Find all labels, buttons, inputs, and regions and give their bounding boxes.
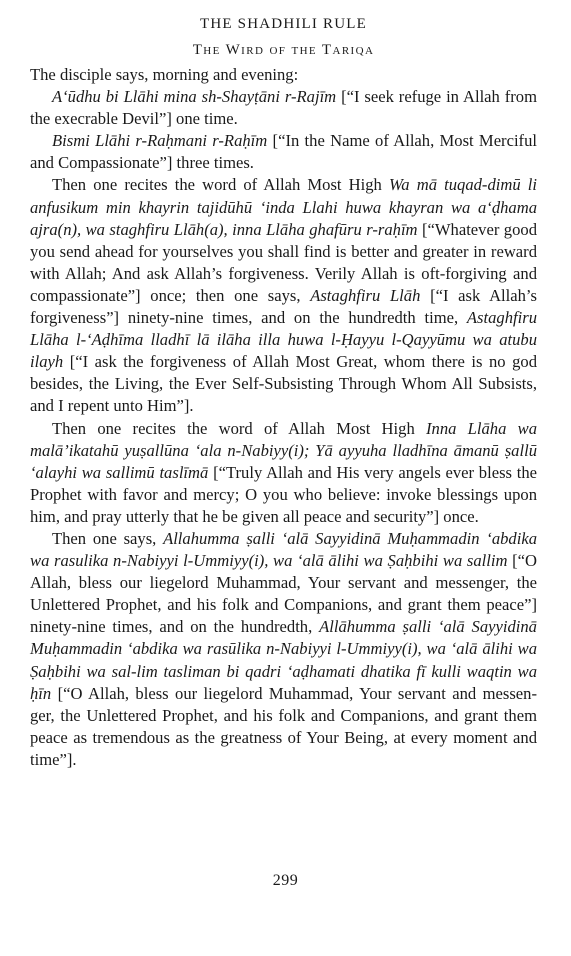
transliteration-run: Astaghfiru Llāha l-‘Aḍhīma lladhī lā ilāha illa huwa l-Ḥayyu l-Qayyūmu wa atubu ilayh <box>30 308 537 372</box>
text-run: [“Truly Allah and His very angels ever bless the Prophet with favor and mercy; O you who believe: invoke blessings upon him, and pray utterly that he be given all peace and security”] once. <box>30 462 538 526</box>
text-run: [“O Allah, bless our liegelord Muhammad, Your servant and messen-ger, the Unlettered Prophet, and his folk and Companions, and grant them peace as tremendous as the greatness of Your Being, at every moment and time”]. <box>30 683 537 769</box>
paragraph-salawat <box>30 528 537 771</box>
running-head: THE SHADHILI RULE <box>199 16 368 32</box>
text-run: Then one says, <box>52 528 164 548</box>
paragraph-salawat-verse <box>30 418 537 528</box>
body-text <box>30 64 537 771</box>
transliteration-run: A‘ūdhu bi Llāhi mina sh-Shayṭāni r-Rajīm <box>52 87 337 107</box>
transliteration-run: Allahumma ṣalli ‘alā Sayyidinā Muḥammadin ‘abdika wa rasulika n-Nabiyyi l-Ummiyy(i), wa ‘alā ālihi wa Ṣaḥbihi wa sallim <box>30 528 537 571</box>
chapter-title: The Wird of the Tariqa <box>192 42 375 58</box>
paragraph-basmala <box>30 130 537 174</box>
transliteration-run: Allāhumma ṣalli ‘alā Sayyidinā Muḥammadin ‘abdika wa rasūlika n-Nabiyyi l-Ummiyy(i), wa ‘alā ālihi wa Ṣaḥbihi wa sal-lim tasliman bi qadri ‘aḍhamati dhatika fī kulli waqtin wa ḥīn <box>30 617 537 703</box>
text-run: [“I ask Allah’s forgiveness”] ninety-nine times, and on the hundredth time, <box>30 285 537 328</box>
text-run: Then one recites the word of Allah Most High <box>52 175 389 195</box>
paragraph-istighfar <box>30 174 537 417</box>
text-run: [“I ask the forgiveness of Allah Most Great, whom there is no god besides, the Living, the Ever Self-Subsisting Through Whom All Subsists, and I repent unto Him”]. <box>30 352 537 416</box>
text-run: [“Whatever good you send ahead for yourselves you shall find is better and greater in reward with Allah; And ask Allah’s forgiveness. Verily Allah is oft-forgiving and compassionate”] once; then one says, <box>30 219 537 305</box>
paragraph-intro <box>30 64 537 86</box>
text-run: [“O Allah, bless our liegelord Muhammad, Your servant and messenger, the Unlettered Prophet, and his folk and Companions, and grant them peace”] ninety-nine times, and on the hundredth, <box>30 551 537 637</box>
transliteration-run: Bismi Llāhi r-Raḥmani r-Raḥīm <box>52 131 268 151</box>
text-run: [“In the Name of Allah, Most Merciful and Compassionate”] three times. <box>30 131 537 173</box>
transliteration-run: Astaghfiru Llāh <box>310 285 421 305</box>
text-run: [“I seek refuge in Allah from the execrable Devil”] one time. <box>30 87 538 129</box>
paragraph-taawwudh <box>30 86 537 130</box>
transliteration-run: Inna Llāha wa malā’ikatahū yuṣallūna ‘ala n-Nabiyy(i); Yā ayyuha lladhīna āmanū ṣallū ‘alayhi wa sallimū taslīmā <box>30 418 537 482</box>
transliteration-run: Wa mā tuqad-dimū li anfusikum min khayrin tajidūhū ‘inda Llahi huwa khayran wa a‘ḍhama ajra(n), wa staghfiru Llāh(a), inna Llāha ghafūru r-raḥīm <box>30 175 537 239</box>
page-number: 299 <box>272 872 299 889</box>
text-run: Then one recites the word of Allah Most High <box>52 418 426 438</box>
text-run: The disciple says, morning and evening: <box>30 65 299 84</box>
